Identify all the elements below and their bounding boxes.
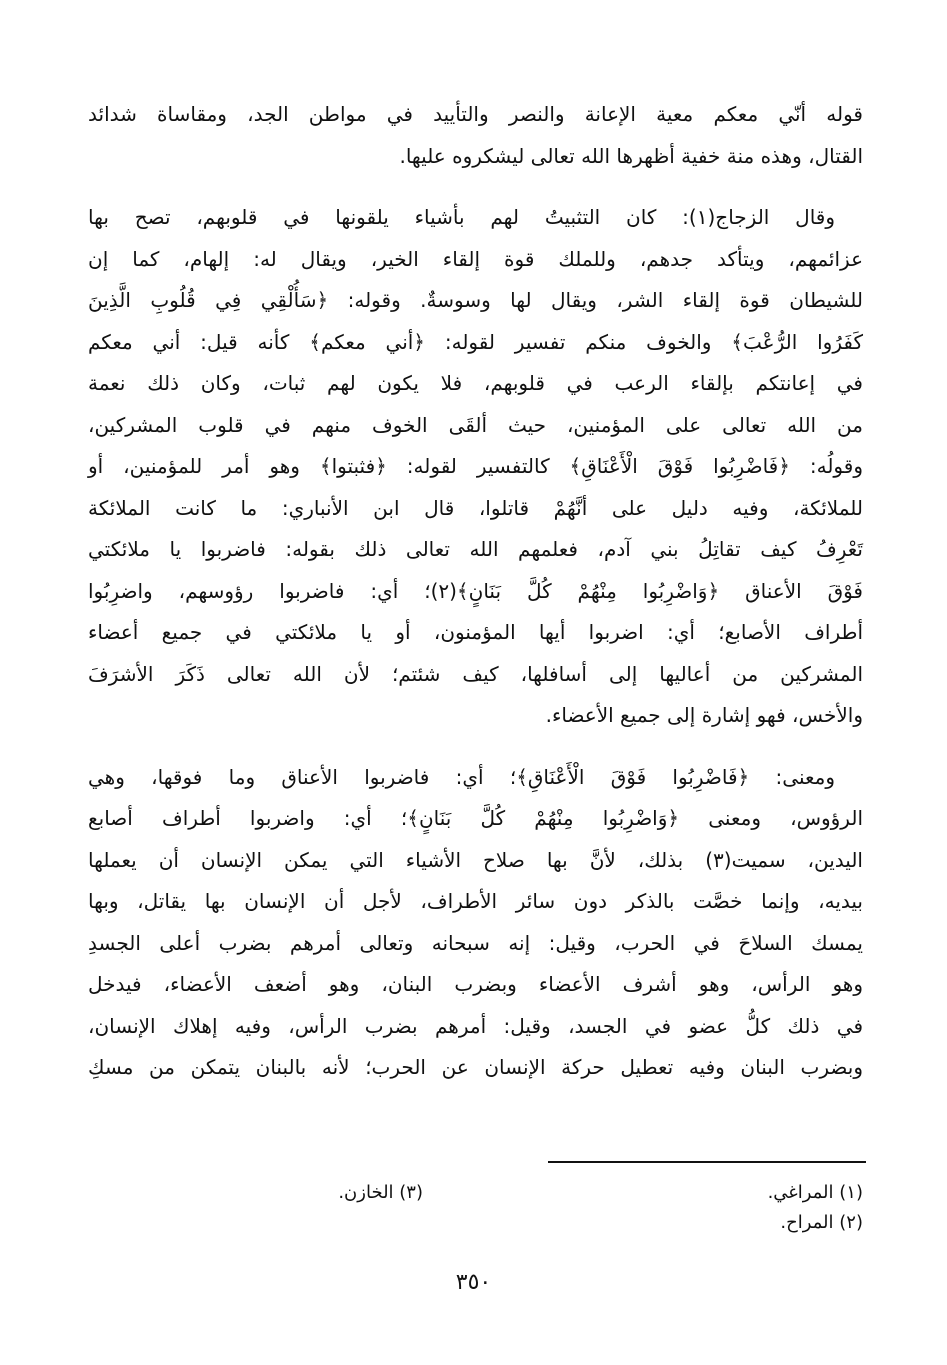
- footnote-2: (٢) المراح.: [780, 1212, 863, 1233]
- paragraph-1: [88, 94, 863, 177]
- text-line: أطراف الأصابع؛ أي: اضربوا أيها المؤمنون، أو يا ملائكتي في جميع أعضاء: [88, 620, 863, 644]
- footnote-row: [88, 1208, 863, 1238]
- text-line: للملائكة، وفيه دليل على أنَّهُمْ قاتلوا، قال ابن الأنباري: ما كانت الملائكة: [88, 495, 863, 520]
- body-text: [88, 94, 863, 1089]
- text-line: عزائمهم، ويتأكد جدهم، وللملك قوة إلقاء الخير، ويقال له: إلهام، كما إن: [88, 246, 863, 271]
- text-line: في إعانتكم بإلقاء الرعب في قلوبهم، فلا يكون لهم ثبات، وكان ذلك نعمة: [88, 371, 863, 395]
- paragraph-2: [88, 197, 863, 737]
- text-line: الرؤوس، ومعنى ﴿وَاضْرِبُوا مِنْهُمْ كُلَّ بَنَانٍ﴾؛ أي: واضربوا أطراف أصابع: [88, 806, 863, 830]
- text-line: والأخس، فهو إشارة إلى جميع الأعضاء.: [545, 703, 863, 727]
- text-line: قوله أنّي معكم معية الإعانة والنصر والتأييد في مواطن الجد، ومقاساة شدائد: [88, 102, 863, 126]
- text-line: اليدين، سميت(٣) بذلك، لأنَّ بها صلاح الأشياء التي يمكن الإنسان أن يعملها: [88, 847, 863, 872]
- text-line: في ذلك كلُّ عضو في الجسد، وقيل: أمرهم بضرب الرأس، وفيه إهلاك الإنسان،: [88, 1013, 863, 1038]
- text-line: للشيطان قوة إلقاء الشر، ويقال لها وسوسةٌ. وقوله: ﴿سَأُلْقِي فِي قُلُوبِ الَّذِينَ: [88, 288, 863, 312]
- text-line: كَفَرُوا الرُّعْبَ﴾ والخوف منكم تفسير لقوله: ﴿أني معكم﴾ كأنه قيل: أني معكم: [88, 329, 863, 354]
- text-line: تَعْرِفُ كيف تقاتِلُ بني آدم، فعلمهم الله تعالى ذلك بقوله: فاضربوا يا ملائكتي: [88, 537, 863, 561]
- text-line: وهو الرأس، وهو أشرف الأعضاء وبضرب البنان، وهو أضعف الأعضاء، فيدخل: [88, 972, 863, 996]
- text-line: وقولُه: ﴿فَاضْرِبُوا فَوْقَ الْأَعْنَاقِ﴾ كالتفسير لقوله: ﴿فثبتوا﴾ وهو أمر للمؤمنين، أو: [88, 454, 863, 478]
- footnote-row: [88, 1178, 863, 1208]
- footnotes: [88, 1178, 863, 1238]
- text-line: من الله تعالى على المؤمنين، حيث ألقَى الخوف منهم في قلوب المشركين،: [88, 412, 863, 437]
- footnote-3: (٣) الخازن.: [338, 1182, 423, 1203]
- paragraph-3: [88, 757, 863, 1089]
- text-line: ومعنى: ﴿فَاضْرِبُوا فَوْقَ الْأَعْنَاقِ﴾؛ أي: فاضربوا الأعناق وما فوقها، وهي: [88, 764, 835, 789]
- footnote-separator: [548, 1161, 866, 1163]
- text-line: وقال الزجاج(١): كان التثبيتُ لهم بأشياء يلقونها في قلوبهم، تصح بها: [88, 205, 836, 229]
- text-line: المشركين من أعاليها إلى أسافلها، كيف شئتم؛ لأن الله تعالى ذَكَرَ الأشرَفَ: [88, 661, 863, 686]
- text-line: القتال، وهذه منة خفية أظهرها الله تعالى ليشكروه عليها.: [399, 143, 863, 168]
- text-line: يمسك السلاحَ في الحرب، وقيل: إنه سبحانه وتعالى أمرهم بضرب أعلى الجسدِ: [88, 930, 863, 955]
- page-number: ٣٥٠: [455, 1270, 492, 1295]
- text-line: بيديه، وإنما خصَّت بالذكر دون سائر الأطراف، لأجل أن الإنسان بها يقاتل، وبها: [88, 889, 863, 913]
- text-line: فَوْقَ الأعناق ﴿وَاضْرِبُوا مِنْهُمْ كُلَّ بَنَانٍ﴾(٢)؛ أي: فاضربوا رؤوسهم، واضرِبُوا: [88, 578, 863, 603]
- footnote-1: (١) المراغي.: [767, 1182, 863, 1203]
- text-line: وبضرب البنان وفيه تعطيل حركة الإنسان عن الحرب؛ لأنه بالبنان يتمكن من مسكِ: [88, 1055, 863, 1079]
